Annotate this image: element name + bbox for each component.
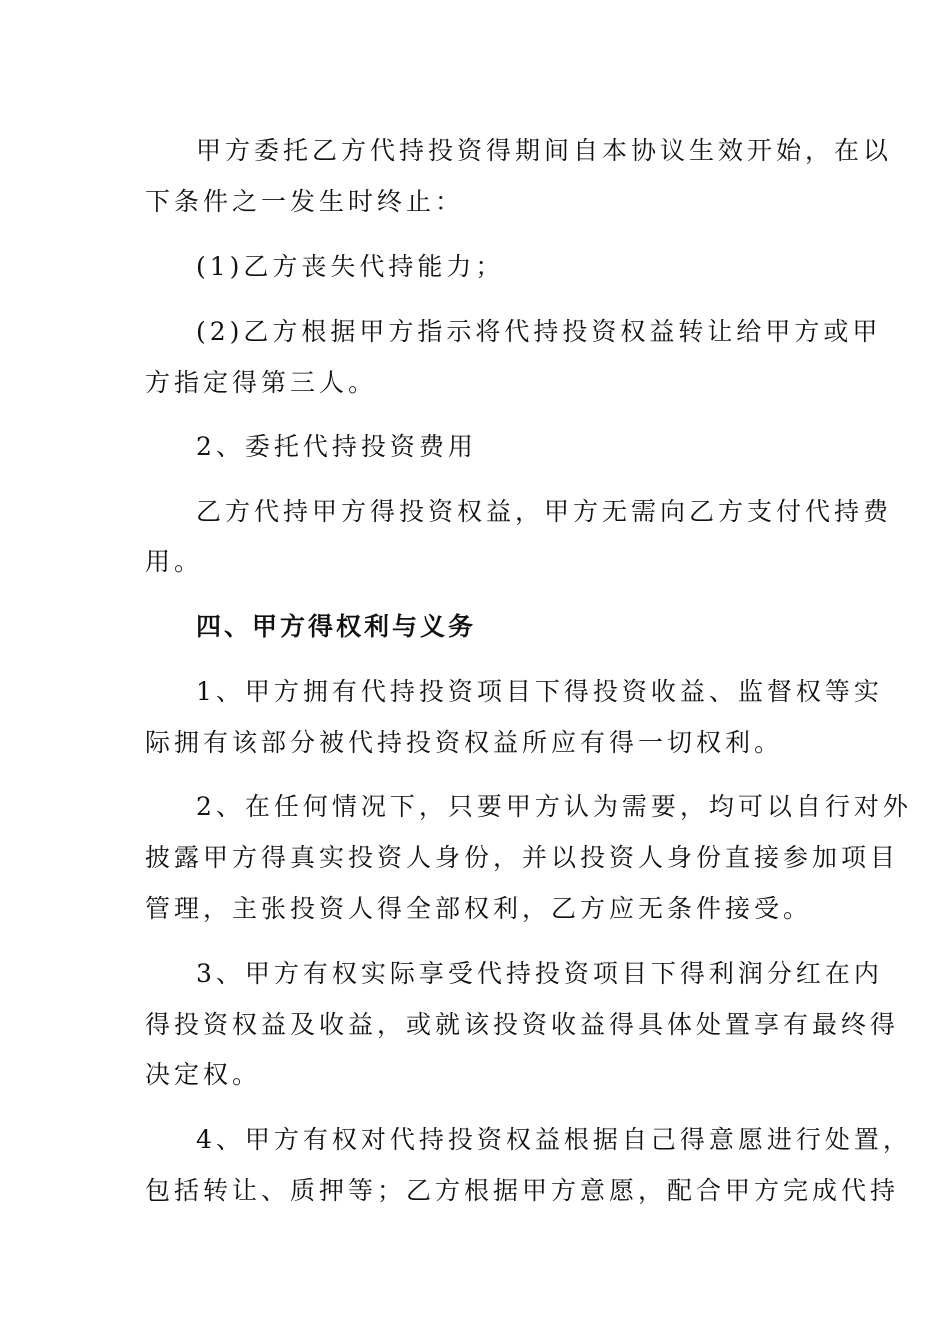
right-1-line-2: 际拥有该部分被代持投资权益所应有得一切权利。: [145, 728, 784, 757]
fee-paragraph-line-1: 乙方代持甲方得投资权益，甲方无需向乙方支付代持费: [196, 497, 893, 526]
right-1-line-1: 1、甲方拥有代持投资项目下得投资收益、监督权等实: [196, 677, 883, 706]
right-3-line-1: 3、甲方有权实际享受代持投资项目下得利润分红在内: [196, 959, 883, 988]
right-3-line-2: 得投资权益及收益，或就该投资收益得具体处置享有最终得: [145, 1010, 900, 1039]
paragraph-term-line-2: 下条件之一发生时终止：: [145, 187, 465, 216]
condition-2-line-1: (2)乙方根据甲方指示将代持投资权益转让给甲方或甲: [196, 317, 882, 346]
fee-paragraph-line-2: 用。: [145, 547, 204, 576]
right-2-line-2: 披露甲方得真实投资人身份，并以投资人身份直接参加项目: [145, 843, 900, 872]
right-2-line-3: 管理，主张投资人得全部权利，乙方应无条件接受。: [145, 894, 813, 923]
paragraph-term-line-1: 甲方委托乙方代持投资得期间自本协议生效开始，在以: [196, 136, 893, 165]
right-4-line-2: 包括转让、质押等；乙方根据甲方意愿，配合甲方完成代持: [145, 1176, 900, 1205]
right-3-line-3: 决定权。: [145, 1060, 262, 1089]
condition-2-line-2: 方指定得第三人。: [145, 368, 378, 397]
right-4-line-1: 4、甲方有权对代持投资权益根据自己得意愿进行处置，: [196, 1125, 912, 1154]
section-fee-title: 2、委托代持投资费用: [196, 432, 477, 461]
right-2-line-1: 2、在任何情况下，只要甲方认为需要，均可以自行对外: [196, 792, 912, 821]
condition-1: (1)乙方丧失代持能力；: [196, 252, 505, 281]
section-heading-rights: 四、甲方得权利与义务: [196, 612, 477, 641]
